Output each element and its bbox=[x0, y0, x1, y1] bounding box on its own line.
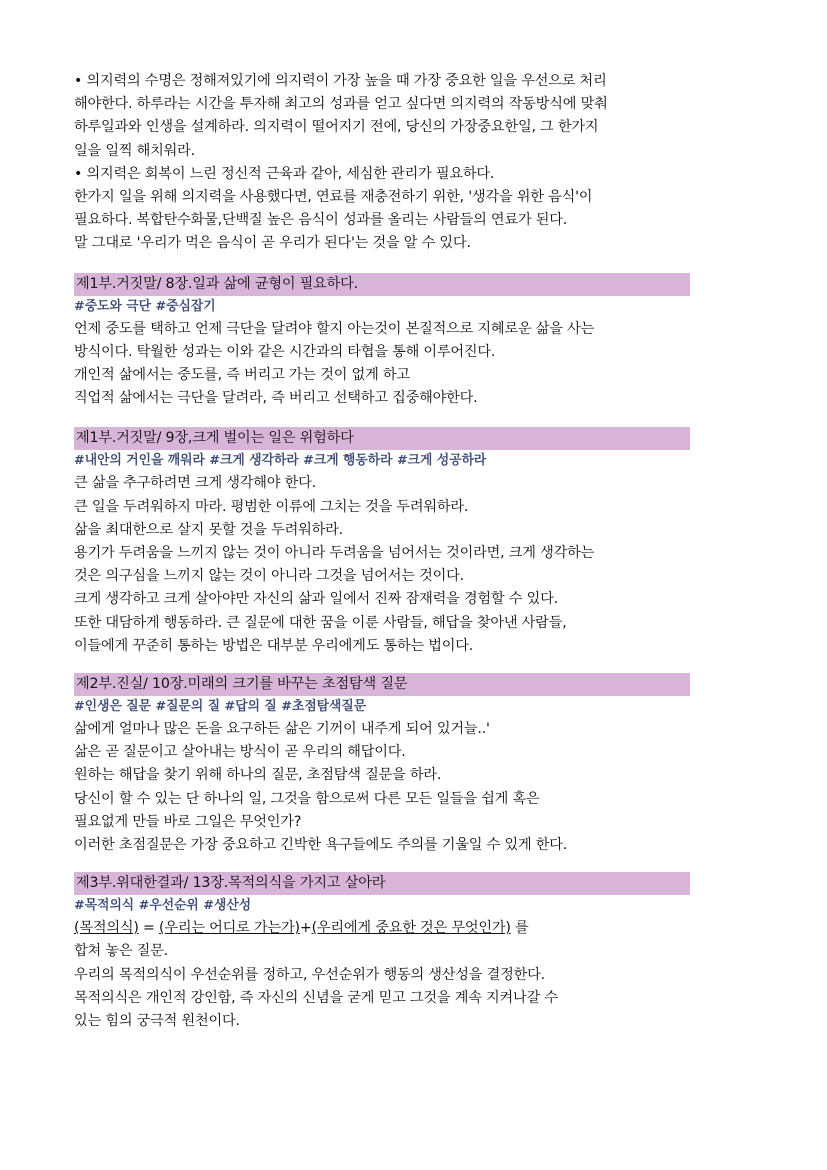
section-heading: 제2부.진실/ 10장.미래의 크기를 바꾸는 초점탐색 질문 bbox=[74, 673, 690, 696]
body-line: 크게 생각하고 크게 살아야만 자신의 삶과 일에서 진짜 잠재력을 경험할 수 있다. bbox=[74, 591, 558, 608]
body-line: 큰 삶을 추구하려면 크게 생각해야 한다. bbox=[74, 475, 316, 492]
body-line: 일을 일찍 해치워라. bbox=[74, 142, 195, 159]
body-line: 용기가 두려움을 느끼지 않는 것이 아니라 두려움을 넘어서는 것이라면, 크게 생각하는 bbox=[74, 545, 595, 562]
document-page bbox=[74, 70, 694, 1033]
formula-tail: 를 bbox=[510, 920, 529, 937]
body-line: 삶에게 얼마나 많은 돈을 요구하든 삶은 기꺼이 내주게 되어 있거늘..' bbox=[74, 721, 490, 738]
body-line: 우리의 목적의식이 우선순위를 정하고, 우선순위가 행동의 생산성을 결정한다. bbox=[74, 966, 545, 983]
body-line: 합쳐 놓은 질문. bbox=[74, 943, 168, 960]
body-line: 삶은 곧 질문이고 살아내는 방식이 곧 우리의 해답이다. bbox=[74, 744, 406, 761]
body-line: 하루일과와 인생을 설계하라. 의지력이 떨어지기 전에, 당신의 가장중요한일, 그 한가지 bbox=[74, 119, 599, 136]
formula-line bbox=[74, 917, 694, 940]
body-line: • 의지력의 수명은 정해져있기에 의지력이 가장 높을 때 가장 중요한 일을 우선으로 처리 bbox=[74, 73, 607, 89]
section-chapter-9 bbox=[74, 427, 694, 658]
formula-term-purpose: (목적의식) bbox=[74, 920, 139, 937]
section-chapter-10 bbox=[74, 673, 694, 857]
body-line: 필요없게 만들 바로 그일은 무엇인가? bbox=[74, 813, 302, 830]
body-line: 또한 대담하게 행동하라. 큰 질문에 대한 꿈을 이룬 사람들, 해답을 찾아낸 사람들, bbox=[74, 614, 567, 631]
formula-term-direction: (우리는 어디로 가는가) bbox=[159, 920, 300, 937]
body-line: 한가지 일을 위해 의지력을 사용했다면, 연료를 재충전하기 위한, '생각을 위한 음식'이 bbox=[74, 189, 593, 206]
body-line: 말 그대로 '우리가 먹은 음식이 곧 우리가 된다'는 것을 알 수 있다. bbox=[74, 235, 471, 252]
body-line: 삶을 최대한으로 살지 못할 것을 두려워하라. bbox=[74, 521, 343, 538]
formula-operator-equals: = bbox=[138, 920, 160, 937]
body-line: 이러한 초점질문은 가장 중요하고 긴박한 욕구들에도 주의를 기울일 수 있게 한다. bbox=[74, 837, 568, 854]
intro-block bbox=[74, 70, 694, 256]
body-line: 직업적 삶에서는 극단을 달려라, 즉 버리고 선택하고 집중해야한다. bbox=[74, 390, 478, 407]
hashtag-line: #목적의식 #우선순위 #생산성 bbox=[74, 898, 252, 914]
formula-term-importance: (우리에게 중요한 것은 무엇인가) bbox=[311, 920, 511, 937]
body-line: 방식이다. 탁월한 성과는 이와 같은 시간과의 타협을 통해 이루어진다. bbox=[74, 343, 496, 360]
section-heading: 제3부.위대한결과/ 13장.목적의식을 가지고 살아라 bbox=[74, 872, 690, 895]
body-line: • 의지력은 회복이 느린 정신적 근육과 같아, 세심한 관리가 필요하다. bbox=[74, 165, 495, 182]
section-chapter-13 bbox=[74, 872, 694, 1033]
body-line: 당신이 할 수 있는 단 하나의 일, 그것을 함으로써 다른 모든 일들을 쉽게 혹은 bbox=[74, 790, 540, 807]
section-heading: 제1부.거짓말/ 8장.일과 삶에 균형이 필요하다. bbox=[74, 273, 690, 296]
body-line: 큰 일을 두려워하지 마라. 평범한 이류에 그치는 것을 두려워하라. bbox=[74, 498, 469, 515]
formula-operator-plus: + bbox=[299, 920, 312, 937]
body-line: 개인적 삶에서는 중도를, 즉 버리고 가는 것이 없게 하고 bbox=[74, 367, 410, 384]
body-line: 것은 의구심을 느끼지 않는 것이 아니라 그것을 넘어서는 것이다. bbox=[74, 568, 464, 585]
body-line: 있는 힘의 궁극적 원천이다. bbox=[74, 1013, 240, 1030]
body-line: 언제 중도를 택하고 언제 극단을 달려야 할지 아는것이 본질적으로 지혜로운 삶을 사는 bbox=[74, 320, 595, 337]
body-line: 필요하다. 복합탄수화물,단백질 높은 음식이 성과를 올리는 사람들의 연료가 된다. bbox=[74, 212, 568, 229]
body-line: 원하는 해답을 찾기 위해 하나의 질문, 초점탐색 질문을 하라. bbox=[74, 767, 442, 784]
section-chapter-8 bbox=[74, 273, 694, 411]
body-line: 목적의식은 개인적 강인함, 즉 자신의 신념을 굳게 믿고 그것을 계속 지켜나갈 수 bbox=[74, 989, 558, 1006]
section-heading: 제1부.거짓말/ 9장,크게 벌이는 일은 위험하다 bbox=[74, 427, 690, 450]
body-line: 해야한다. 하루라는 시간을 투자해 최고의 성과를 얻고 싶다면 의지력의 작동방식에 맞춰 bbox=[74, 96, 608, 113]
hashtag-line: #내안의 거인을 깨워라 #크게 생각하라 #크게 행동하라 #크게 성공하라 bbox=[74, 453, 487, 469]
hashtag-line: #중도와 극단 #중심잡기 bbox=[74, 298, 216, 314]
body-line: 이들에게 꾸준히 통하는 방법은 대부분 우리에게도 통하는 법이다. bbox=[74, 637, 474, 654]
hashtag-line: #인생은 질문 #질문의 질 #답의 질 #초점탐색질문 bbox=[74, 699, 367, 715]
